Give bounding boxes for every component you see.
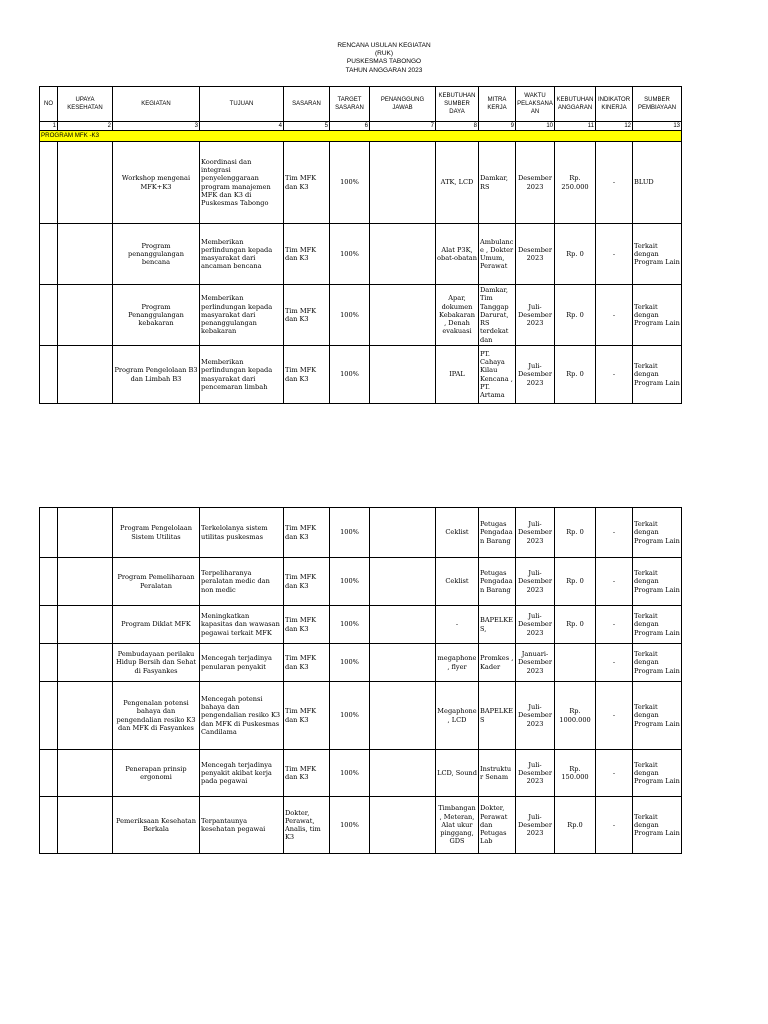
row-sumber-daya: megaphone, flyer	[436, 644, 479, 682]
row-waktu: Desember 2023	[516, 142, 555, 224]
col-number: 2	[58, 122, 113, 131]
row-kegiatan: Program Penanggulangan kebakaran	[113, 285, 200, 346]
section-label: PROGRAM MFK -K3	[40, 131, 682, 142]
row-sasaran: Tim MFK dan K3	[284, 606, 330, 644]
row-kegiatan: Pengenalan potensi bahaya dan pengendalian resiko K3 dan MFK di Fasyankes	[113, 682, 200, 750]
col-number: 7	[370, 122, 436, 131]
column-header-row	[40, 87, 682, 122]
row-kegiatan: Program Pengelolaan Sistem Utilitas	[113, 508, 200, 558]
col-header-upaya: UPAYA KESEHATAN	[58, 87, 113, 122]
row-pj	[370, 285, 436, 346]
row-target: 100%	[330, 142, 370, 224]
column-number-row	[40, 122, 682, 131]
col-number: 1	[40, 122, 58, 131]
row-upaya	[58, 797, 113, 854]
col-number: 5	[284, 122, 330, 131]
row-mitra: Dokter, Perawat dan Petugas Lab	[479, 797, 516, 854]
row-pj	[370, 750, 436, 797]
col-number: 6	[330, 122, 370, 131]
col-header-sasaran: SASARAN	[284, 87, 330, 122]
row-pembiayaan: Terkait dengan Program Lain	[633, 558, 682, 606]
ruk-table-body-page2	[40, 508, 682, 854]
doc-subtitle: (RUK)	[374, 50, 394, 57]
table-row	[40, 644, 682, 682]
row-sasaran: Tim MFK dan K3	[284, 558, 330, 606]
row-pembiayaan: Terkait dengan Program Lain	[633, 508, 682, 558]
col-header-indikator: INDIKATOR KINERJA	[596, 87, 633, 122]
row-sumber-daya: Apar, dokumen Kebakaran , Denah evakuasi	[436, 285, 479, 346]
row-tujuan: Terkelolanya sistem utilitas puskesmas	[200, 508, 284, 558]
row-waktu: Juli-Desember 2023	[516, 750, 555, 797]
row-tujuan: Terpantaunya kesehatan pegawai	[200, 797, 284, 854]
row-kegiatan: Pembudayaan perilaku Hidup Bersih dan Sehat di Fasyankes	[113, 644, 200, 682]
row-indikator: -	[596, 224, 633, 285]
row-anggaran: Rp. 0	[555, 346, 596, 404]
row-waktu: Desember 2023	[516, 224, 555, 285]
row-pj	[370, 797, 436, 854]
row-tujuan: Koordinasi dan integrasi penyelenggaraan program manajemen MFK dan K3 di Puskesmas Tabongo	[200, 142, 284, 224]
row-sasaran: Tim MFK dan K3	[284, 142, 330, 224]
row-sumber-daya: Timbangan , Meteran, Alat ukur pinggang, GDS	[436, 797, 479, 854]
row-no	[40, 285, 58, 346]
row-no	[40, 224, 58, 285]
table-row	[40, 508, 682, 558]
row-anggaran: Rp. 1000.000	[555, 682, 596, 750]
col-number: 13	[633, 122, 682, 131]
row-upaya	[58, 558, 113, 606]
col-number: 8	[436, 122, 479, 131]
row-pembiayaan: BLUD	[633, 142, 682, 224]
row-mitra: Damkar, RS	[479, 142, 516, 224]
row-mitra: Ambulance , Dokter Umum, Perawat	[479, 224, 516, 285]
row-no	[40, 346, 58, 404]
row-indikator: -	[596, 508, 633, 558]
doc-year: TAHUN ANGGARAN 2023	[345, 67, 423, 74]
row-tujuan: Mencegah terjadinya penyakit akibat kerja pada pegawai	[200, 750, 284, 797]
table-row	[40, 346, 682, 404]
row-indikator: -	[596, 750, 633, 797]
col-header-sumber-daya: KEBUTUHAN SUMBER DAYA	[436, 87, 479, 122]
row-sasaran: Tim MFK dan K3	[284, 285, 330, 346]
row-target: 100%	[330, 644, 370, 682]
row-pj	[370, 558, 436, 606]
row-waktu: Juli-Desember 2023	[516, 682, 555, 750]
row-pj	[370, 606, 436, 644]
col-header-target: TARGET SASARAN	[330, 87, 370, 122]
row-waktu: Januari-Desember 2023	[516, 644, 555, 682]
row-tujuan: Meningkatkan kapasitas dan wawasan pegawai terkait MFK	[200, 606, 284, 644]
row-sumber-daya: LCD, Sound	[436, 750, 479, 797]
row-sumber-daya: Ceklist	[436, 558, 479, 606]
row-waktu: Juli-Desember 2023	[516, 346, 555, 404]
row-mitra: Promkes , Kader	[479, 644, 516, 682]
col-number: 12	[596, 122, 633, 131]
row-kegiatan: Program Pengelolaan B3 dan Limbah B3	[113, 346, 200, 404]
row-upaya	[58, 606, 113, 644]
table-row	[40, 682, 682, 750]
row-no	[40, 682, 58, 750]
row-pj	[370, 142, 436, 224]
row-upaya	[58, 682, 113, 750]
row-indikator: -	[596, 644, 633, 682]
col-header-pj: PENANGGUNG JAWAB	[370, 87, 436, 122]
ruk-table-page1	[39, 86, 682, 404]
row-pembiayaan: Terkait dengan Program Lain	[633, 606, 682, 644]
row-sumber-daya: -	[436, 606, 479, 644]
row-waktu: Juli-Desember 2023	[516, 606, 555, 644]
row-pj	[370, 644, 436, 682]
row-pembiayaan: Terkait dengan Program Lain	[633, 750, 682, 797]
row-kegiatan: Program Pemeliharaan Peralatan	[113, 558, 200, 606]
row-mitra: BAPELKES	[479, 682, 516, 750]
row-target: 100%	[330, 606, 370, 644]
row-sumber-daya: IPAL	[436, 346, 479, 404]
row-kegiatan: Workshop mengenai MFK+K3	[113, 142, 200, 224]
row-target: 100%	[330, 346, 370, 404]
row-no	[40, 142, 58, 224]
col-header-pembiayaan: SUMBER PEMBIAYAAN	[633, 87, 682, 122]
row-indikator: -	[596, 797, 633, 854]
row-sumber-daya: Alat P3K, obat-obatan	[436, 224, 479, 285]
col-header-tujuan: TUJUAN	[200, 87, 284, 122]
row-no	[40, 606, 58, 644]
row-no	[40, 644, 58, 682]
row-upaya	[58, 346, 113, 404]
row-tujuan: Mencegah potensi bahaya dan pengendalian resiko K3 dan MFK di Puskesmas Candilama	[200, 682, 284, 750]
row-mitra: Damkar, Tim Tanggap Darurat, RS terdekat dan	[479, 285, 516, 346]
row-target: 100%	[330, 224, 370, 285]
row-target: 100%	[330, 750, 370, 797]
table-row	[40, 285, 682, 346]
row-anggaran: Rp. 0	[555, 285, 596, 346]
col-header-waktu: WAKTU PELAKSANAAN	[516, 87, 555, 122]
row-no	[40, 508, 58, 558]
row-target: 100%	[330, 797, 370, 854]
table-row	[40, 142, 682, 224]
row-anggaran: Rp. 0	[555, 558, 596, 606]
row-upaya	[58, 224, 113, 285]
row-sasaran: Tim MFK dan K3	[284, 750, 330, 797]
row-tujuan: Memberikan perlindungan kepada masyarakat dari ancaman bencana	[200, 224, 284, 285]
row-tujuan: Terpeliharanya peralatan medic dan non medic	[200, 558, 284, 606]
row-upaya	[58, 285, 113, 346]
row-upaya	[58, 644, 113, 682]
row-pj	[370, 224, 436, 285]
row-kegiatan: Program Diklat MFK	[113, 606, 200, 644]
row-indikator: -	[596, 142, 633, 224]
col-number: 4	[200, 122, 284, 131]
row-indikator: -	[596, 346, 633, 404]
row-upaya	[58, 508, 113, 558]
row-sasaran: Tim MFK dan K3	[284, 346, 330, 404]
row-mitra: Instruktur Senam	[479, 750, 516, 797]
col-number: 9	[479, 122, 516, 131]
col-header-mitra: MITRA KERJA	[479, 87, 516, 122]
row-anggaran	[555, 644, 596, 682]
row-no	[40, 797, 58, 854]
row-pembiayaan: Terkait dengan Program Lain	[633, 224, 682, 285]
doc-title: RENCANA USULAN KEGIATAN	[337, 42, 431, 49]
row-indikator: -	[596, 558, 633, 606]
row-sasaran: Tim MFK dan K3	[284, 224, 330, 285]
row-sasaran: Tim MFK dan K3	[284, 508, 330, 558]
row-anggaran: Rp. 250.000	[555, 142, 596, 224]
table-row	[40, 224, 682, 285]
row-tujuan: Memberikan perlindungan kepada masyarakat dari pencemaran limbah	[200, 346, 284, 404]
table-row	[40, 750, 682, 797]
col-header-anggaran: KEBUTUHAN ANGGARAN	[555, 87, 596, 122]
ruk-table-page2	[39, 507, 682, 854]
row-anggaran: Rp. 150.000	[555, 750, 596, 797]
row-sasaran: Tim MFK dan K3	[284, 682, 330, 750]
row-mitra: BAPELKES,	[479, 606, 516, 644]
row-anggaran: Rp.0	[555, 797, 596, 854]
row-pj	[370, 682, 436, 750]
col-header-no: NO	[40, 87, 58, 122]
row-kegiatan: Program penanggulangan bencana	[113, 224, 200, 285]
ruk-table-body-page1	[40, 142, 682, 404]
row-pembiayaan: Terkait dengan Program Lain	[633, 682, 682, 750]
col-number: 3	[113, 122, 200, 131]
col-header-kegiatan: KEGIATAN	[113, 87, 200, 122]
row-sasaran: Dokter, Perawat, Analis, tim K3	[284, 797, 330, 854]
row-target: 100%	[330, 508, 370, 558]
row-kegiatan: Penerapan prinsip ergonomi	[113, 750, 200, 797]
row-anggaran: Rp. 0	[555, 606, 596, 644]
row-anggaran: Rp. 0	[555, 508, 596, 558]
row-pj	[370, 508, 436, 558]
row-indikator: -	[596, 682, 633, 750]
row-pembiayaan: Terkait dengan Program Lain	[633, 285, 682, 346]
row-no	[40, 558, 58, 606]
row-sasaran: Tim MFK dan K3	[284, 644, 330, 682]
row-waktu: Juli-Desember 2023	[516, 797, 555, 854]
row-sumber-daya: Ceklist	[436, 508, 479, 558]
row-target: 100%	[330, 682, 370, 750]
row-waktu: Juli-Desember 2023	[516, 285, 555, 346]
row-tujuan: Mencegah terjadinya penularan penyakit	[200, 644, 284, 682]
row-indikator: -	[596, 285, 633, 346]
row-pj	[370, 346, 436, 404]
row-sumber-daya: Megaphone, LCD	[436, 682, 479, 750]
row-target: 100%	[330, 285, 370, 346]
row-no	[40, 750, 58, 797]
row-tujuan: Memberikan perlindungan kepada masyarakat dari penanggulangan kebakaran	[200, 285, 284, 346]
row-pembiayaan: Terkait dengan Program Lain	[633, 644, 682, 682]
row-sumber-daya: ATK, LCD	[436, 142, 479, 224]
row-pembiayaan: Terkait dengan Program Lain	[633, 346, 682, 404]
section-row	[40, 131, 682, 142]
row-waktu: Juli-Desember 2023	[516, 558, 555, 606]
col-number: 11	[555, 122, 596, 131]
doc-institution: PUSKESMAS TABONGO	[346, 58, 422, 65]
row-mitra: Petugas Pengadaan Barang	[479, 558, 516, 606]
row-anggaran: Rp. 0	[555, 224, 596, 285]
row-target: 100%	[330, 558, 370, 606]
row-mitra: PT. Cahaya Kilau Kencana , PT. Artama	[479, 346, 516, 404]
table-row	[40, 558, 682, 606]
row-mitra: Petugas Pengadaan Barang	[479, 508, 516, 558]
row-upaya	[58, 750, 113, 797]
row-waktu: Juli-Desember 2023	[516, 508, 555, 558]
row-indikator: -	[596, 606, 633, 644]
col-number: 10	[516, 122, 555, 131]
table-row	[40, 606, 682, 644]
row-pembiayaan: Terkait dengan Program Lain	[633, 797, 682, 854]
row-kegiatan: Pemeriksaan Kesehatan Berkala	[113, 797, 200, 854]
row-upaya	[58, 142, 113, 224]
table-row	[40, 797, 682, 854]
